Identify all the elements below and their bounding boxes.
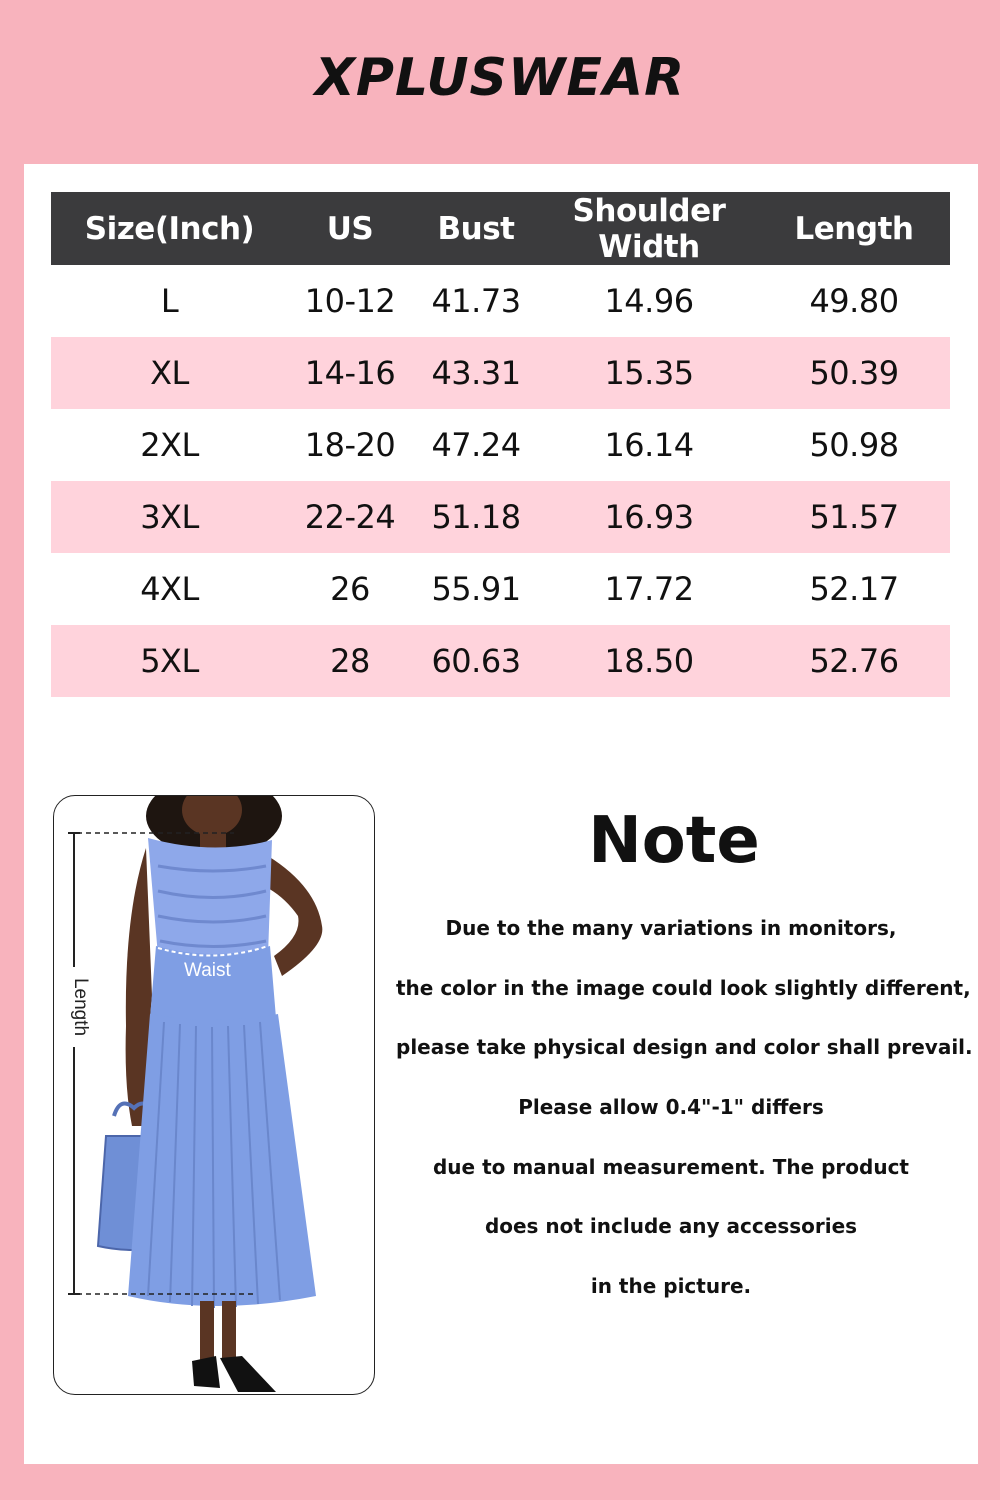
table-row (51, 625, 950, 697)
model-illustration (54, 796, 374, 1394)
note-line: the color in the image could look slightly different, (396, 975, 971, 1000)
cell-bust: 60.63 (412, 625, 540, 697)
cell-size: 2XL (140, 426, 199, 464)
note-line: Due to the many variations in monitors, (445, 916, 897, 940)
header-length: Length (758, 192, 950, 265)
cell-bust: 47.24 (431, 426, 521, 464)
cell-length: 52.76 (758, 625, 950, 697)
cell-us: 18-20 (304, 426, 396, 464)
cell-length: 51.57 (758, 481, 950, 553)
table-row (51, 553, 950, 625)
cell-us: 22-24 (288, 481, 412, 553)
cell-us: 28 (288, 625, 412, 697)
note-title: Note (588, 804, 760, 878)
model-photo (53, 795, 375, 1395)
cell-us: 14-16 (288, 337, 412, 409)
cell-shoulder-width: 18.50 (540, 625, 758, 697)
cell-shoulder-width: 17.72 (604, 570, 694, 608)
cell-shoulder-width: 16.93 (540, 481, 758, 553)
table-row (51, 265, 950, 337)
brand-logo: XPLUSWEAR (314, 48, 686, 108)
note-line: does not include any accessories (484, 1214, 858, 1239)
cell-length: 52.17 (809, 570, 899, 608)
size-table (51, 192, 950, 697)
cell-length: 49.80 (809, 282, 899, 320)
waist-label: Waist (184, 960, 231, 981)
cell-length: 50.39 (758, 337, 950, 409)
note-line: due to manual measurement. The product (432, 1154, 909, 1179)
cell-bust: 55.91 (431, 570, 521, 608)
cell-bust: 43.31 (412, 337, 540, 409)
cell-size: 4XL (140, 570, 199, 608)
table-row (51, 481, 950, 553)
size-chart-card (24, 164, 978, 1464)
cell-shoulder-width: 16.14 (604, 426, 694, 464)
cell-shoulder-width: 14.96 (604, 282, 694, 320)
cell-bust: 41.73 (431, 282, 521, 320)
note-text (396, 916, 973, 1334)
header-bust: Bust (412, 192, 540, 265)
note-line: Please allow 0.4"-1" differs (518, 1095, 824, 1120)
table-header-row (51, 192, 950, 265)
cell-size: 3XL (51, 481, 288, 553)
cell-bust: 51.18 (412, 481, 540, 553)
note-line: please take physical design and color shall prevail. (396, 1035, 973, 1060)
table-row (51, 409, 950, 481)
cell-size: 5XL (51, 625, 288, 697)
cell-size: XL (51, 337, 288, 409)
cell-us: 26 (330, 570, 370, 608)
cell-size: L (160, 282, 179, 320)
length-label: Length (69, 967, 91, 1047)
header-size: Size(Inch) (51, 192, 288, 265)
header-us: US (288, 192, 412, 265)
table-row (51, 337, 950, 409)
header-shoulder-width: Shoulder Width (540, 192, 758, 265)
cell-length: 50.98 (809, 426, 899, 464)
cell-us: 10-12 (304, 282, 396, 320)
note-line: in the picture. (590, 1274, 752, 1299)
cell-shoulder-width: 15.35 (540, 337, 758, 409)
